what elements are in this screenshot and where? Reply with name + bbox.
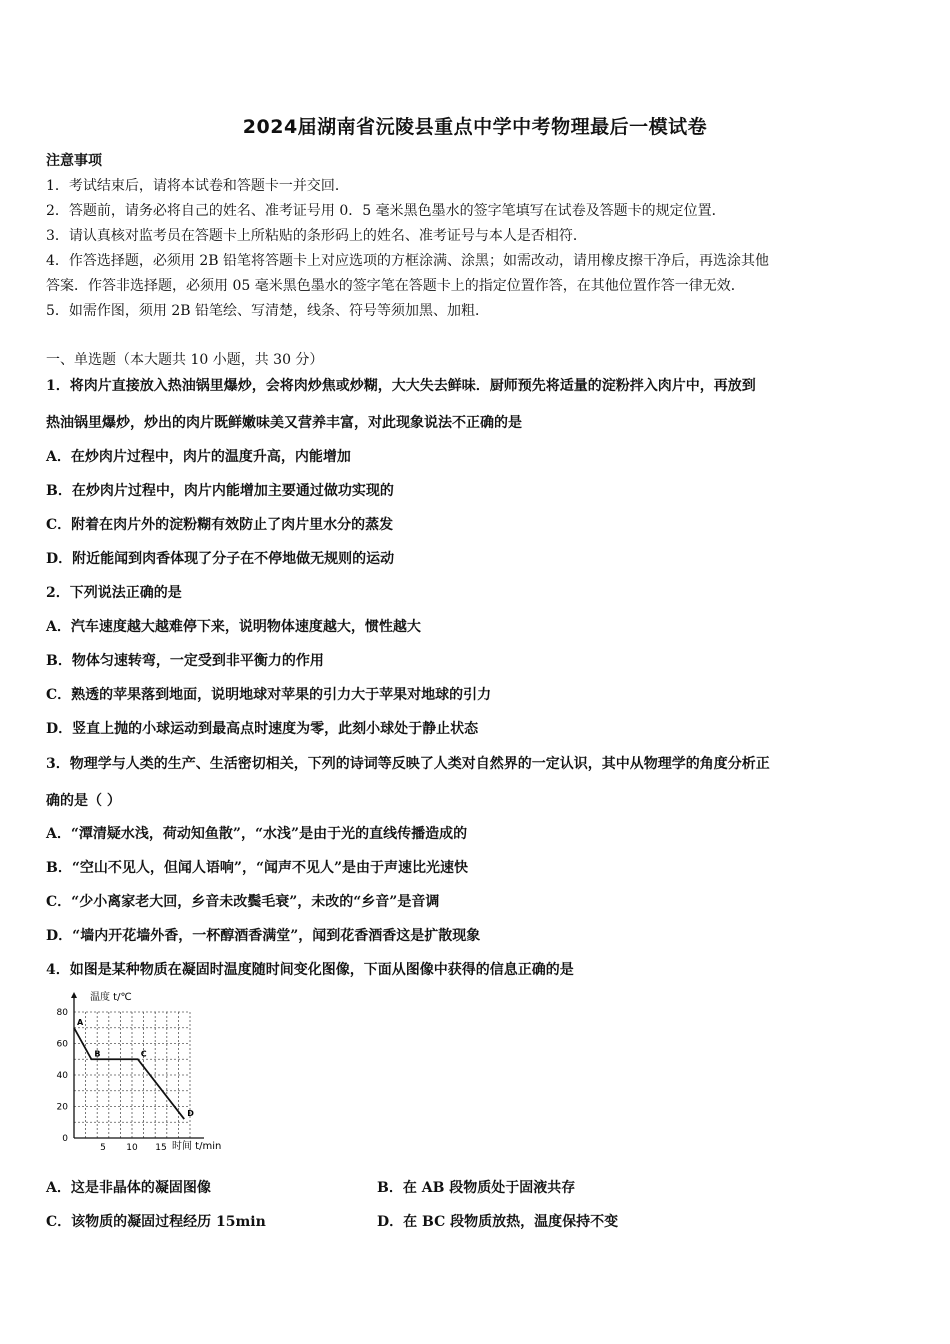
q4-option-d: D．在 BC 段物质放热，温度保持不变 [377, 1214, 619, 1230]
y-tick-label: 80 [56, 1008, 68, 1018]
q2-option-c: C．熟透的苹果落到地面，说明地球对苹果的引力大于苹果对地球的引力 [46, 687, 492, 703]
q2-option-a: A．汽车速度越大越难停下来，说明物体速度越大，惯性越大 [46, 619, 421, 635]
q3-option-d: D．“墙内开花墙外香，一杯醇酒香满堂”，闻到花香酒香这是扩散现象 [46, 928, 481, 944]
q2-option-d: D．竖直上抛的小球运动到最高点时速度为零，此刻小球处于静止状态 [46, 721, 479, 737]
q4-stem: 4．如图是某种物质在凝固时温度随时间变化图像，下面从图像中获得的信息正确的是 [46, 962, 574, 978]
x-tick-label: 5 [100, 1143, 106, 1153]
notice-item: 4．作答选择题，必须用 2B 铅笔将答题卡上对应选项的方框涂满、涂黑；如需改动，请用橡皮擦干净后，再选涂其他 [46, 253, 769, 269]
chart-y-label: 温度 t/℃ [90, 992, 132, 1003]
cooling-curve-chart [44, 986, 244, 1156]
x-tick-label: 15 [155, 1143, 167, 1153]
q4-option-a: A．这是非晶体的凝固图像 [46, 1180, 211, 1196]
cooling-curve-line [74, 1028, 184, 1119]
notice-item: 答案．作答非选择题，必须用 05 毫米黑色墨水的签字笔在答题卡上的指定位置作答，在其他位置作答一律无效． [46, 278, 745, 294]
q2-option-b: B．物体匀速转弯，一定受到非平衡力的作用 [46, 653, 324, 669]
y-axis-arrow [71, 992, 77, 998]
q3-stem-cont: 确的是（ ） [46, 793, 121, 809]
chart-x-label: 时间 t/min [172, 1141, 222, 1152]
q3-option-a: A．“潭清疑水浅，荷动知鱼散”，“水浅”是由于光的直线传播造成的 [46, 826, 468, 842]
chart-ticks [57, 1008, 167, 1153]
q3-option-b: B．“空山不见人，但闻人语响”，“闻声不见人”是由于声速比光速快 [46, 860, 469, 876]
notice-item: 5．如需作图，须用 2B 铅笔绘、写清楚，线条、符号等须加黑、加粗． [46, 303, 490, 319]
q3-stem: 3．物理学与人类的生产、生活密切相关，下列的诗词等反映了人类对自然界的一定认识，其中从物理学的角度分析正 [46, 756, 770, 772]
q1-stem-cont: 热油锅里爆炒，炒出的肉片既鲜嫩味美又营养丰富，对此现象说法不正确的是 [46, 415, 522, 431]
q1-option-a: A．在炒肉片过程中，肉片的温度升高，内能增加 [46, 449, 351, 465]
q1-option-d: D．附近能闻到肉香体现了分子在不停地做无规则的运动 [46, 551, 395, 567]
q2-stem: 2．下列说法正确的是 [46, 585, 182, 601]
y-tick-label: 20 [56, 1102, 68, 1113]
page-title: 2024届湖南省沅陵县重点中学中考物理最后一模试卷 [242, 116, 708, 138]
notice-item: 1．考试结束后，请将本试卷和答题卡一并交回． [46, 178, 349, 194]
q4-option-b: B．在 AB 段物质处于固液共存 [377, 1180, 576, 1196]
chart-grid [74, 1012, 190, 1138]
chart-axes [71, 992, 204, 1138]
notice-heading: 注意事项 [46, 153, 102, 169]
notice-item: 2．答题前，请务必将自己的姓名、准考证号用 0．5 毫米黑色墨水的签字笔填写在试卷及答题卡的规定位置． [46, 203, 726, 219]
y-tick-label: 60 [56, 1039, 68, 1050]
x-tick-label: 10 [126, 1143, 138, 1153]
chart-series [74, 1018, 194, 1119]
q1-option-b: B．在炒肉片过程中，肉片内能增加主要通过做功实现的 [46, 483, 394, 499]
y-tick-label: 40 [56, 1071, 68, 1081]
q1-option-c: C．附着在肉片外的淀粉糊有效防止了肉片里水分的蒸发 [46, 517, 394, 533]
point-label-c: C [140, 1049, 147, 1059]
point-label-a: A [77, 1017, 84, 1027]
y-tick-label: 0 [62, 1134, 68, 1144]
section-heading: 一、单选题（本大题共 10 小题，共 30 分） [46, 352, 324, 368]
q4-option-c: C．该物质的凝固过程经历 15min [46, 1214, 266, 1230]
q1-stem: 1．将肉片直接放入热油锅里爆炒，会将肉炒焦或炒糊，大大失去鲜味．厨师预先将适量的淀粉拌入肉片中，再放到 [46, 378, 756, 394]
point-label-b: B [94, 1049, 101, 1059]
notice-item: 3．请认真核对监考员在答题卡上所粘贴的条形码上的姓名、准考证号与本人是否相符． [46, 228, 587, 244]
q3-option-c: C．“少小离家老大回，乡音未改鬓毛衰”，未改的“乡音”是音调 [46, 894, 440, 910]
point-label-d: D [187, 1109, 194, 1119]
